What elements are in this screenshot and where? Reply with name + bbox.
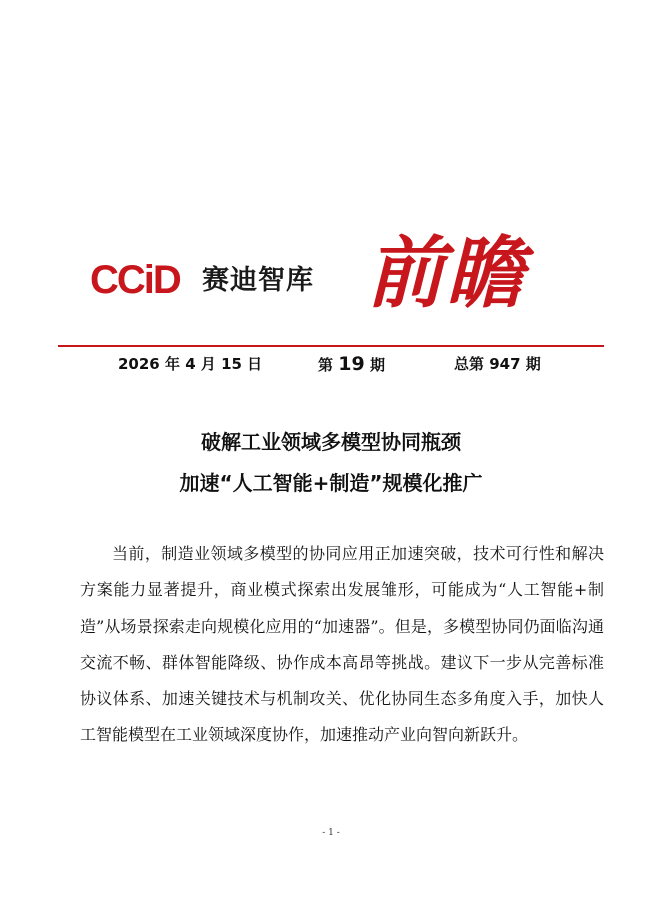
issue-total: 总第 947 期 <box>454 355 541 373</box>
issue-number-value: 19 <box>338 353 365 375</box>
masthead-divider <box>58 345 604 347</box>
series-title: 前瞻 <box>366 228 527 319</box>
masthead <box>88 228 568 328</box>
issue-date: 2026 年 4 月 15 日 <box>118 355 263 373</box>
brand-name: 赛迪智库 <box>202 265 314 296</box>
ccid-logo: CCiD <box>90 258 180 302</box>
headline-line-1: 破解工业领域多模型协同瓶颈 <box>201 430 461 454</box>
issue-number-suffix: 期 <box>369 356 385 374</box>
page-number: - 1 - <box>322 828 340 838</box>
issue-number <box>318 352 385 376</box>
issue-number-prefix: 第 <box>318 356 334 374</box>
body-paragraph: 当前，制造业领域多模型的协同应用正加速突破，技术可行性和解决方案能力显著提升，商业模式探索出发展雏形，可能成为“人工智能+制造”从场景探索走向规模化应用的“加速器”。但是，多模型协同仍面临沟通交流不畅、群体智能降级、协作成本高昂等挑战。建议下一步从完善标准协议体系、加速关键技术与机制攻关、优化协同生态多角度入手，加快人工智能模型在工业领域深度协作，加速推动产业向智向新跃升。 <box>80 544 604 745</box>
headline-line-2: 加速“人工智能+制造”规模化推广 <box>179 471 483 495</box>
